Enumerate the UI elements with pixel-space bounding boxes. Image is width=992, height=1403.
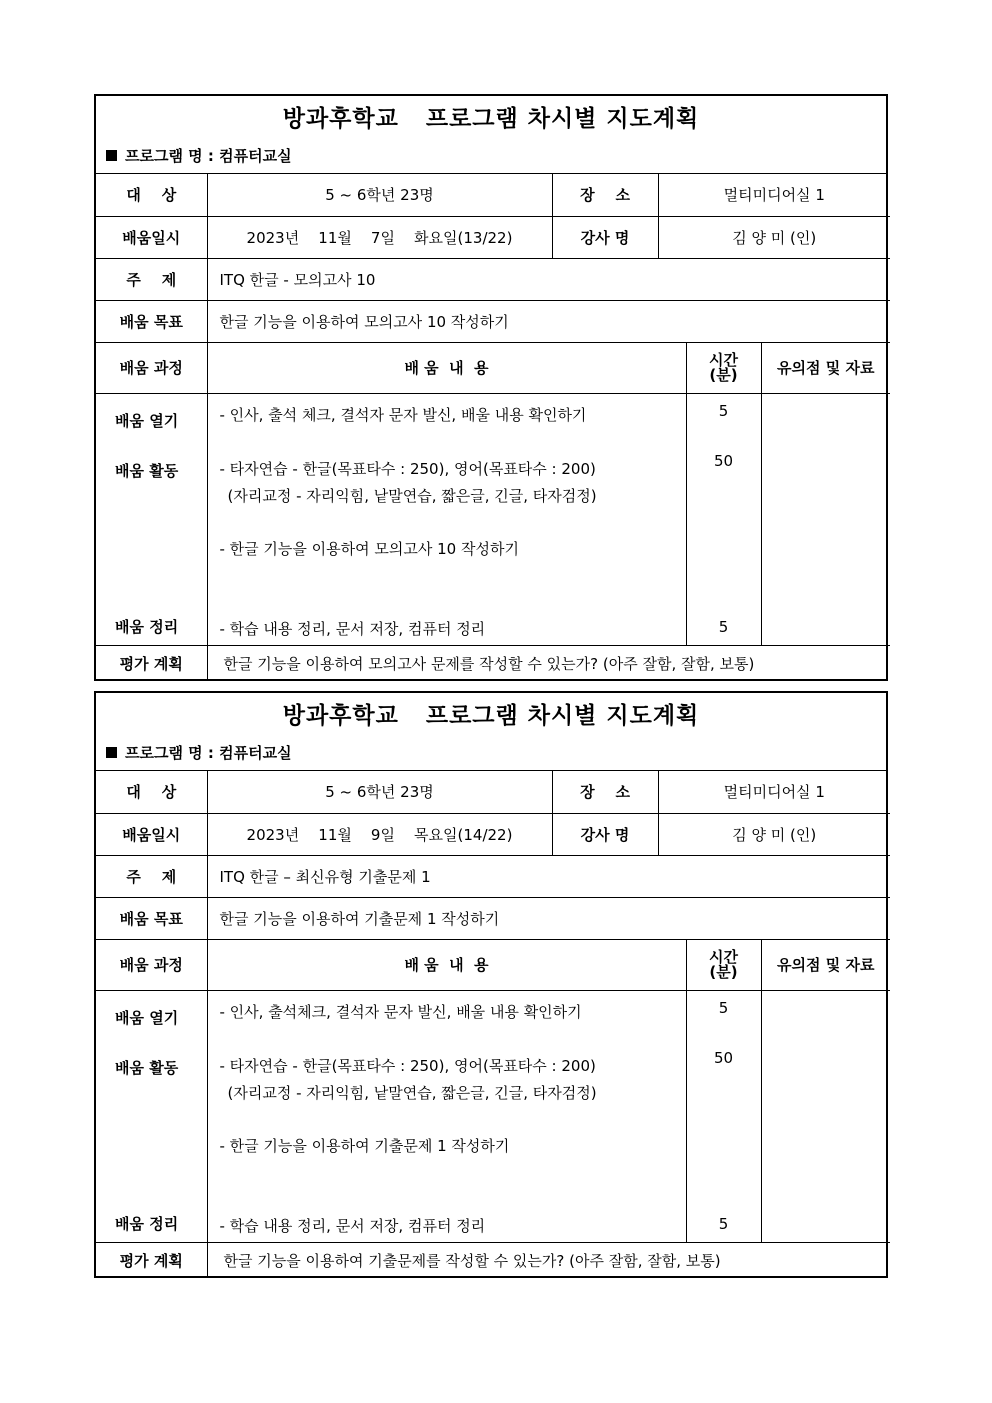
stage-activity: 배움 활동 (115, 1058, 179, 1077)
target-label: 대 상 (96, 771, 207, 813)
program-name-label: 프로그램 명 : 컴퓨터교실 (125, 147, 292, 165)
content-close: - 학습 내용 정리, 문서 저장, 컴퓨터 정리 (219, 619, 486, 638)
date-label: 배움일시 (96, 813, 207, 855)
stage-open: 배움 열기 (115, 411, 179, 430)
stage-open: 배움 열기 (115, 1008, 179, 1027)
date-value: 2023년 11월 9일 목요일(14/22) (207, 813, 552, 855)
eval-label: 평가 계획 (96, 645, 207, 681)
plan-header (96, 693, 886, 771)
notes-cell (761, 990, 890, 1242)
program-name-label: 프로그램 명 : 컴퓨터교실 (125, 744, 292, 762)
content-cell (207, 990, 686, 1242)
teacher-label: 강사 명 (552, 216, 658, 258)
square-bullet-icon (106, 150, 117, 161)
target-value: 5 ~ 6학년 23명 (207, 771, 552, 813)
notes-header: 유의점 및 자료 (761, 939, 890, 990)
teacher-label: 강사 명 (552, 813, 658, 855)
content-cell (207, 393, 686, 645)
content-activity-task: - 한글 기능을 이용하여 모의고사 10 작성하기 (219, 539, 519, 558)
place-label: 장 소 (552, 771, 658, 813)
process-cell (96, 393, 207, 645)
target-label: 대 상 (96, 174, 207, 216)
lesson-plan-1 (94, 94, 888, 681)
time-cell (686, 990, 761, 1242)
process-header: 배움 과정 (96, 939, 207, 990)
process-header: 배움 과정 (96, 342, 207, 393)
content-activity-typing-detail: (자리교정 - 자리익힘, 낱말연습, 짧은글, 긴글, 타자검정) (227, 1083, 597, 1102)
content-open: - 인사, 출석 체크, 결석자 문자 발신, 배울 내용 확인하기 (219, 405, 587, 424)
time-activity: 50 (713, 451, 734, 470)
process-cell (96, 990, 207, 1242)
time-cell (686, 393, 761, 645)
goal-value: 한글 기능을 이용하여 기출문제 1 작성하기 (207, 897, 890, 939)
goal-label: 배움 목표 (96, 300, 207, 342)
plan-table (96, 174, 890, 681)
time-open: 5 (718, 401, 729, 420)
time-close: 5 (718, 617, 729, 636)
program-name (106, 742, 292, 763)
place-value: 멀티미디어실 1 (658, 174, 890, 216)
goal-value: 한글 기능을 이용하여 모의고사 10 작성하기 (207, 300, 890, 342)
place-value: 멀티미디어실 1 (658, 771, 890, 813)
time-close: 5 (718, 1214, 729, 1233)
content-close: - 학습 내용 정리, 문서 저장, 컴퓨터 정리 (219, 1216, 486, 1235)
eval-value: 한글 기능을 이용하여 기출문제를 작성할 수 있는가? (아주 잘함, 잘함, 보통) (207, 1242, 890, 1278)
teacher-value: 김 양 미 (인) (658, 813, 890, 855)
time-header (686, 342, 761, 393)
stage-close: 배움 정리 (115, 617, 179, 636)
stage-activity: 배움 활동 (115, 461, 179, 480)
place-label: 장 소 (552, 174, 658, 216)
time-open: 5 (718, 998, 729, 1017)
stage-close: 배움 정리 (115, 1214, 179, 1233)
content-activity-typing-detail: (자리교정 - 자리익힘, 낱말연습, 짧은글, 긴글, 타자검정) (227, 486, 597, 505)
program-name (106, 145, 292, 166)
time-header-line2: (분) (709, 962, 738, 981)
content-activity-typing: - 타자연습 - 한글(목표타수 : 250), 영어(목표타수 : 200) (219, 459, 596, 478)
plan-table (96, 771, 890, 1278)
notes-header: 유의점 및 자료 (761, 342, 890, 393)
plan-title: 방과후학교 프로그램 차시별 지도계획 (282, 703, 700, 729)
topic-label: 주 제 (96, 855, 207, 897)
time-header-line1: 시간 (709, 350, 738, 369)
plan-title: 방과후학교 프로그램 차시별 지도계획 (282, 106, 700, 132)
topic-label: 주 제 (96, 258, 207, 300)
time-header (686, 939, 761, 990)
content-activity-typing: - 타자연습 - 한글(목표타수 : 250), 영어(목표타수 : 200) (219, 1056, 596, 1075)
date-value: 2023년 11월 7일 화요일(13/22) (207, 216, 552, 258)
teacher-value: 김 양 미 (인) (658, 216, 890, 258)
time-activity: 50 (713, 1048, 734, 1067)
date-label: 배움일시 (96, 216, 207, 258)
square-bullet-icon (106, 747, 117, 758)
content-header: 배 움 내 용 (207, 939, 686, 990)
lesson-plan-2 (94, 691, 888, 1278)
time-header-line1: 시간 (709, 947, 738, 966)
notes-cell (761, 393, 890, 645)
topic-value: ITQ 한글 – 최신유형 기출문제 1 (207, 855, 890, 897)
eval-value: 한글 기능을 이용하여 모의고사 문제를 작성할 수 있는가? (아주 잘함, 잘함, 보통) (207, 645, 890, 681)
eval-label: 평가 계획 (96, 1242, 207, 1278)
time-header-line2: (분) (709, 365, 738, 384)
plan-header (96, 96, 886, 174)
topic-value: ITQ 한글 - 모의고사 10 (207, 258, 890, 300)
content-open: - 인사, 출석체크, 결석자 문자 발신, 배울 내용 확인하기 (219, 1002, 582, 1021)
goal-label: 배움 목표 (96, 897, 207, 939)
content-header: 배 움 내 용 (207, 342, 686, 393)
target-value: 5 ~ 6학년 23명 (207, 174, 552, 216)
content-activity-task: - 한글 기능을 이용하여 기출문제 1 작성하기 (219, 1136, 510, 1155)
